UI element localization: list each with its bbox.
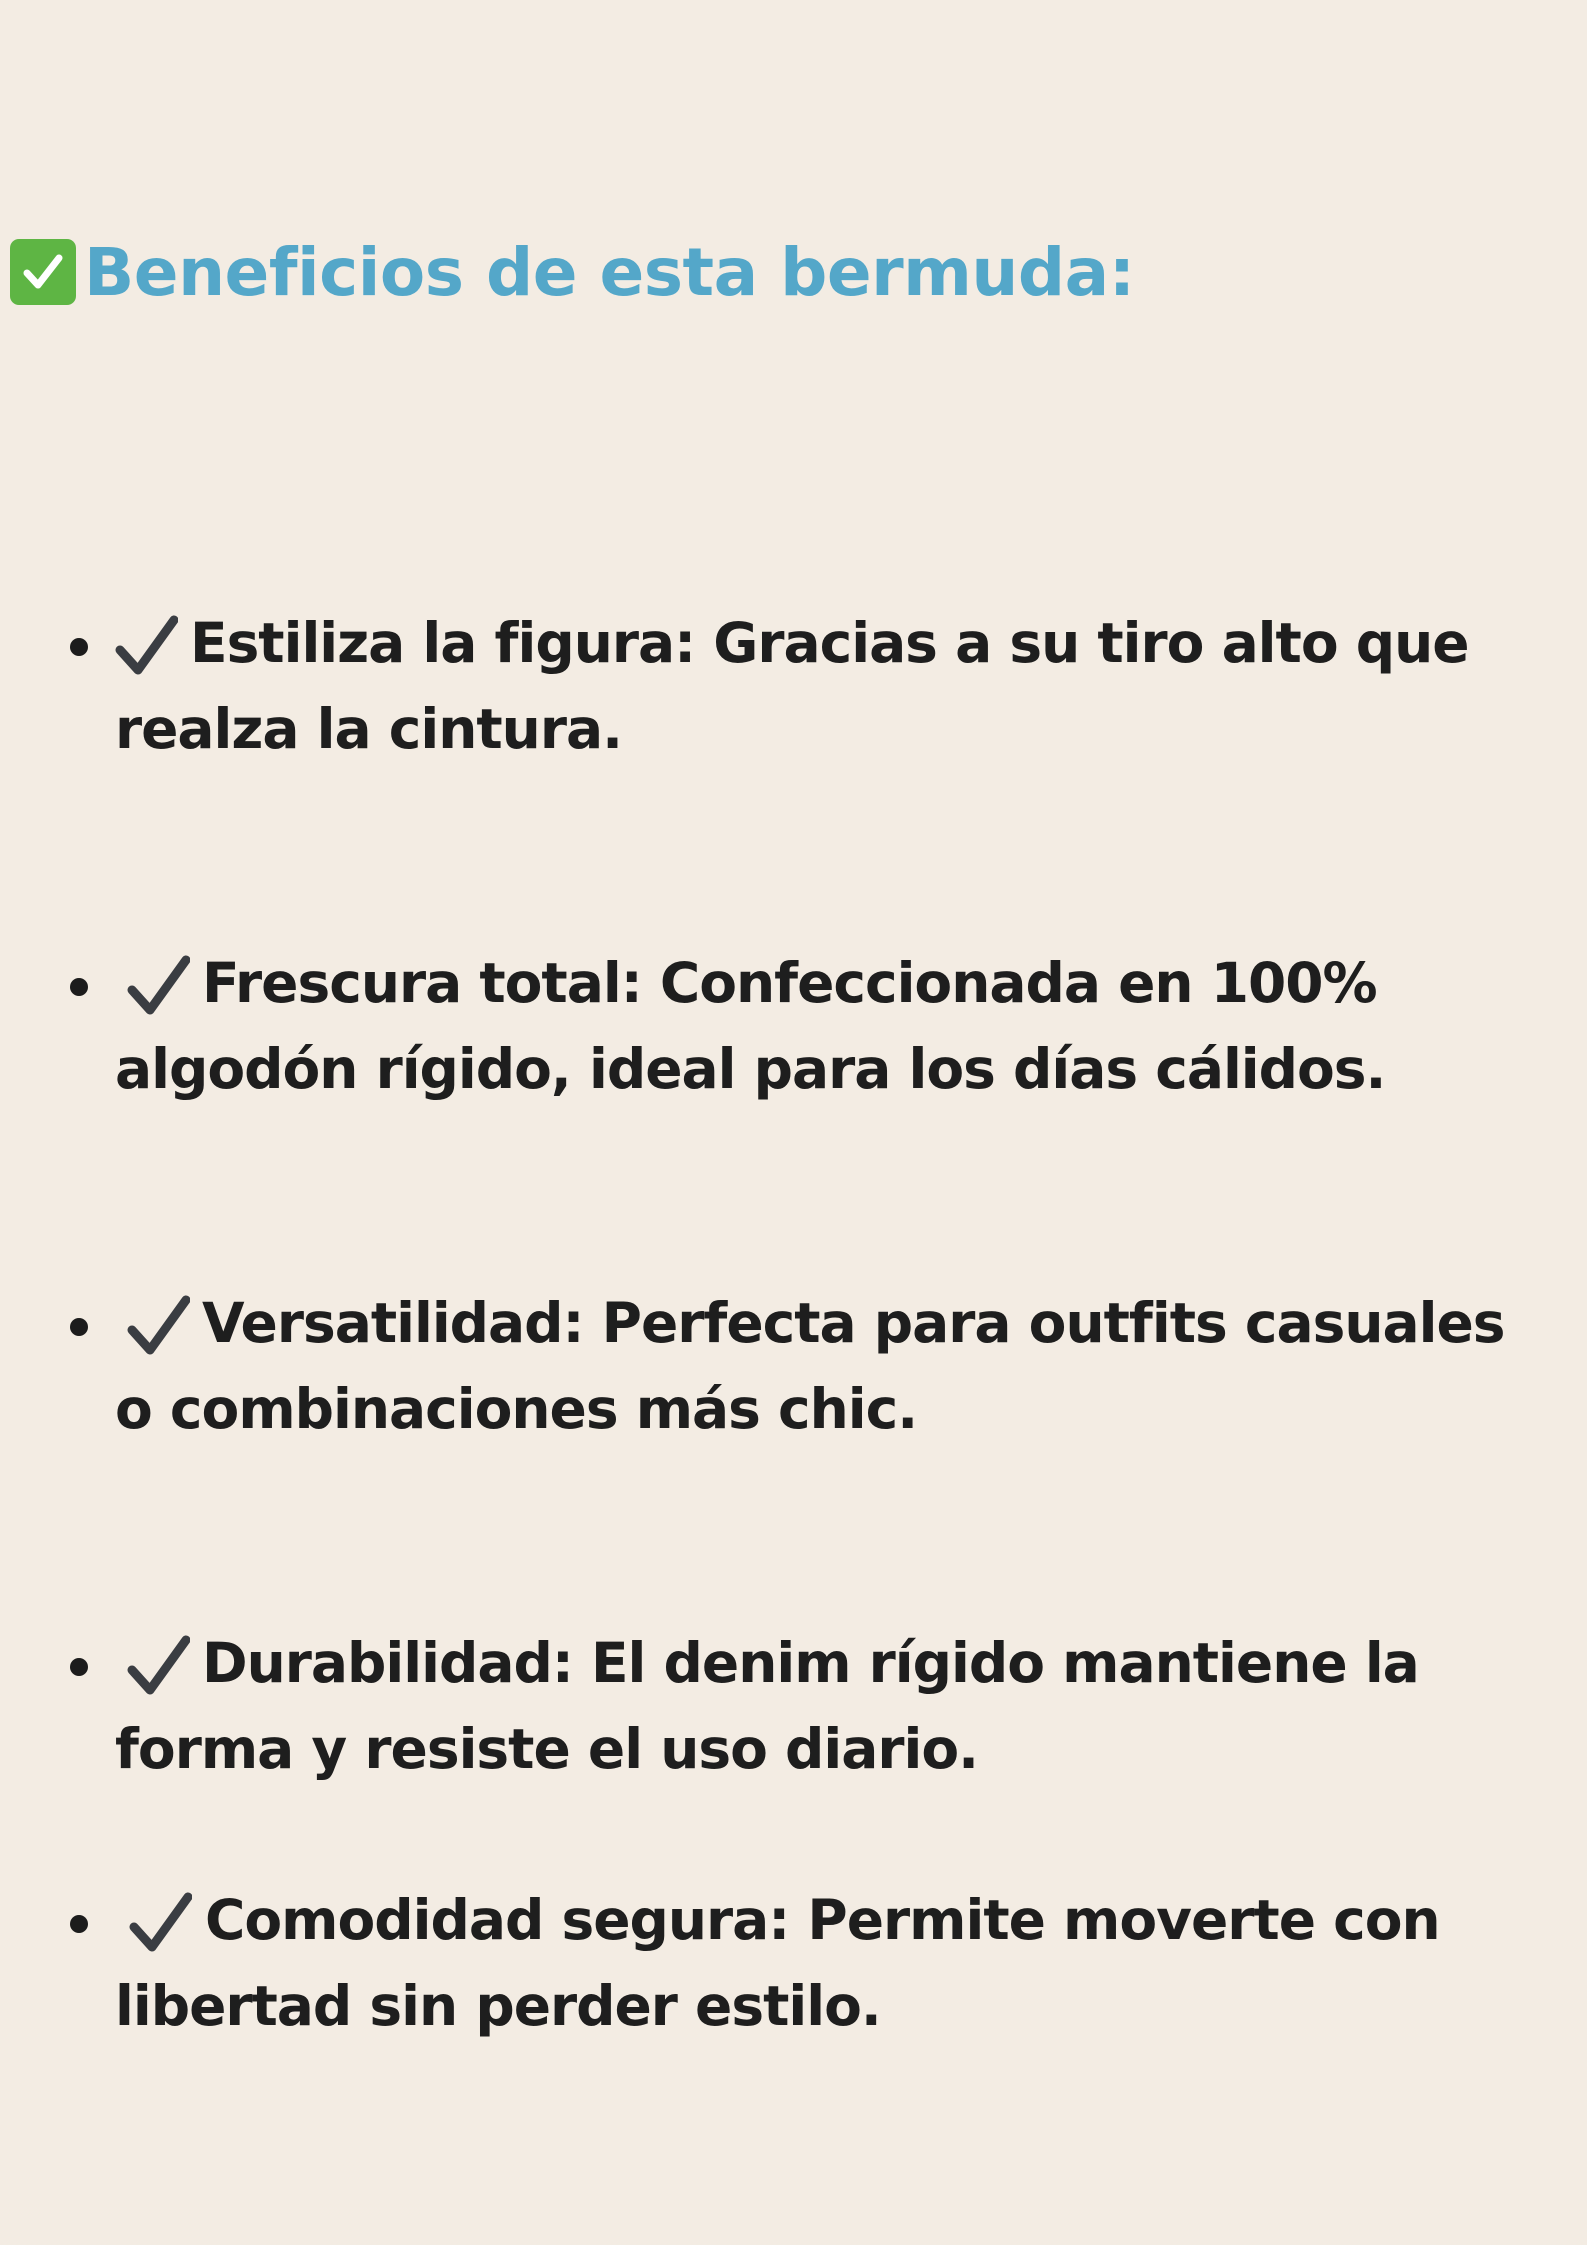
- benefit-label: Durabilidad: El denim rígido mantiene la forma y resiste el uso diario.: [115, 1631, 1419, 1781]
- benefit-text: [115, 940, 1555, 1112]
- benefit-label: Frescura total: Confeccionada en 100% algodón rígido, ideal para los días cálidos.: [115, 951, 1386, 1101]
- bullet-dot: [70, 1915, 88, 1933]
- page-heading: [10, 222, 1135, 322]
- check-box-icon: [10, 239, 76, 305]
- bullet-dot: [70, 638, 88, 656]
- bullet-dot: [70, 1318, 88, 1336]
- list-item: [0, 1280, 1587, 1460]
- benefit-label: Comodidad segura: Permite moverte con libertad sin perder estilo.: [115, 1888, 1440, 2038]
- benefit-text: [115, 1620, 1555, 1792]
- list-item: [0, 600, 1587, 780]
- bullet-dot: [70, 978, 88, 996]
- list-item: [0, 1620, 1587, 1800]
- list-item: [0, 1877, 1587, 2057]
- benefit-label: Estiliza la figura: Gracias a su tiro alto que realza la cintura.: [115, 611, 1469, 761]
- benefit-text: [115, 1877, 1555, 2049]
- bullet-dot: [70, 1658, 88, 1676]
- benefit-label: Versatilidad: Perfecta para outfits casuales o combinaciones más chic.: [115, 1291, 1505, 1441]
- benefit-text: [115, 1280, 1555, 1452]
- list-item: [0, 940, 1587, 1120]
- heading-title: Beneficios de esta bermuda:: [84, 233, 1135, 311]
- benefit-text: [115, 600, 1555, 772]
